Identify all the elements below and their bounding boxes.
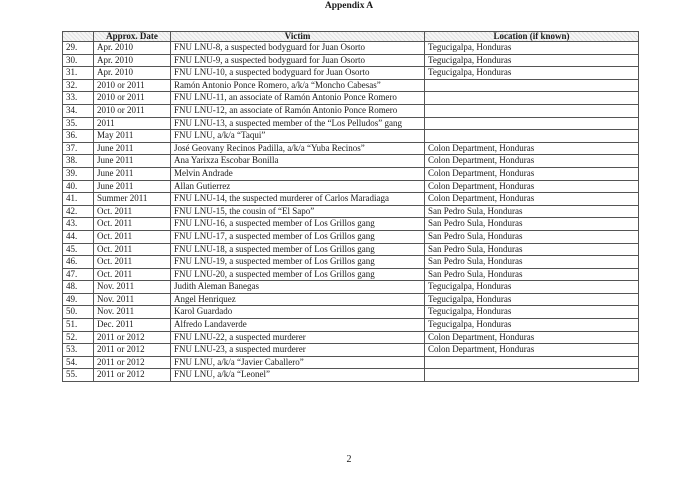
cell-number: 41.	[63, 193, 94, 206]
cell-location: Colon Department, Honduras	[425, 180, 639, 193]
table-row	[63, 243, 639, 256]
cell-date: Oct. 2011	[94, 268, 171, 281]
cell-date: Oct. 2011	[94, 256, 171, 269]
cell-victim: FNU LNU-19, a suspected member of Los Grillos gang	[171, 256, 425, 269]
header-approx-date: Approx. Date	[94, 32, 171, 42]
cell-date: Oct. 2011	[94, 205, 171, 218]
cell-date: 2010 or 2011	[94, 104, 171, 117]
cell-victim: FNU LNU-22, a suspected murderer	[171, 331, 425, 344]
cell-date: 2011	[94, 117, 171, 130]
cell-victim: Ana Yarixza Escobar Bonilla	[171, 155, 425, 168]
cell-date: Oct. 2011	[94, 243, 171, 256]
cell-location: Colon Department, Honduras	[425, 331, 639, 344]
cell-date: Oct. 2011	[94, 230, 171, 243]
cell-location: San Pedro Sula, Honduras	[425, 268, 639, 281]
cell-location: San Pedro Sula, Honduras	[425, 256, 639, 269]
cell-victim: Allan Gutierrez	[171, 180, 425, 193]
cell-victim: Judith Aleman Banegas	[171, 281, 425, 294]
cell-victim: FNU LNU, a/k/a “Taqui”	[171, 130, 425, 143]
cell-number: 44.	[63, 230, 94, 243]
cell-victim: FNU LNU-10, a suspected bodyguard for Juan Osorto	[171, 67, 425, 80]
table-row	[63, 193, 639, 206]
page-number: 2	[346, 454, 352, 465]
cell-number: 52.	[63, 331, 94, 344]
cell-number: 42.	[63, 205, 94, 218]
header-location: Location (if known)	[425, 32, 639, 42]
header-victim: Victim	[171, 32, 425, 42]
table-row	[63, 230, 639, 243]
cell-date: 2011 or 2012	[94, 356, 171, 369]
page-title: Appendix A	[324, 1, 374, 11]
cell-number: 54.	[63, 356, 94, 369]
cell-date: 2010 or 2011	[94, 92, 171, 105]
table-row	[63, 104, 639, 117]
cell-number: 33.	[63, 92, 94, 105]
cell-location: Tegucigalpa, Honduras	[425, 67, 639, 80]
cell-date: June 2011	[94, 167, 171, 180]
table-row	[63, 369, 639, 382]
cell-victim: FNU LNU-11, an associate of Ramón Antonio Ponce Romero	[171, 92, 425, 105]
table-row	[63, 331, 639, 344]
cell-number: 30.	[63, 54, 94, 67]
cell-date: 2011 or 2012	[94, 331, 171, 344]
cell-number: 31.	[63, 67, 94, 80]
table-row	[63, 42, 639, 55]
cell-victim: FNU LNU-16, a suspected member of Los Grillos gang	[171, 218, 425, 231]
cell-number: 55.	[63, 369, 94, 382]
cell-location	[425, 369, 639, 382]
table-row	[63, 319, 639, 332]
table-row	[63, 54, 639, 67]
cell-victim: FNU LNU-14, the suspected murderer of Carlos Maradiaga	[171, 193, 425, 206]
cell-location: San Pedro Sula, Honduras	[425, 230, 639, 243]
cell-victim: FNU LNU-20, a suspected member of Los Grillos gang	[171, 268, 425, 281]
cell-date: 2011 or 2012	[94, 344, 171, 357]
cell-location	[425, 79, 639, 92]
table-row	[63, 281, 639, 294]
cell-location: Tegucigalpa, Honduras	[425, 293, 639, 306]
table-row	[63, 79, 639, 92]
cell-location: Colon Department, Honduras	[425, 344, 639, 357]
table-body	[63, 42, 639, 382]
cell-location: Tegucigalpa, Honduras	[425, 42, 639, 55]
table-row	[63, 167, 639, 180]
cell-date: 2011 or 2012	[94, 369, 171, 382]
cell-number: 38.	[63, 155, 94, 168]
table-row	[63, 306, 639, 319]
cell-number: 36.	[63, 130, 94, 143]
cell-date: Oct. 2011	[94, 218, 171, 231]
cell-number: 47.	[63, 268, 94, 281]
cell-number: 53.	[63, 344, 94, 357]
table-row	[63, 218, 639, 231]
table-row	[63, 293, 639, 306]
cell-victim: Karol Guardado	[171, 306, 425, 319]
cell-victim: Alfredo Landaverde	[171, 319, 425, 332]
cell-location: Colon Department, Honduras	[425, 142, 639, 155]
cell-victim: FNU LNU-12, an associate of Ramón Antonio Ponce Romero	[171, 104, 425, 117]
table-row	[63, 180, 639, 193]
table-header-row	[63, 32, 639, 42]
cell-location	[425, 92, 639, 105]
table-row	[63, 268, 639, 281]
victims-table	[62, 31, 639, 382]
cell-date: June 2011	[94, 155, 171, 168]
cell-location	[425, 356, 639, 369]
cell-location: Colon Department, Honduras	[425, 155, 639, 168]
cell-number: 51.	[63, 319, 94, 332]
table-row	[63, 356, 639, 369]
cell-number: 29.	[63, 42, 94, 55]
cell-location: San Pedro Sula, Honduras	[425, 243, 639, 256]
table-row	[63, 130, 639, 143]
cell-location	[425, 104, 639, 117]
table-row	[63, 67, 639, 80]
cell-date: Summer 2011	[94, 193, 171, 206]
cell-victim: FNU LNU-18, a suspected member of Los Grillos gang	[171, 243, 425, 256]
cell-date: Nov. 2011	[94, 293, 171, 306]
cell-number: 35.	[63, 117, 94, 130]
cell-number: 40.	[63, 180, 94, 193]
cell-location: Tegucigalpa, Honduras	[425, 281, 639, 294]
cell-location: Tegucigalpa, Honduras	[425, 54, 639, 67]
cell-date: June 2011	[94, 180, 171, 193]
cell-number: 46.	[63, 256, 94, 269]
cell-location: Tegucigalpa, Honduras	[425, 319, 639, 332]
table-row	[63, 117, 639, 130]
cell-location: San Pedro Sula, Honduras	[425, 205, 639, 218]
table-row	[63, 205, 639, 218]
table-row	[63, 344, 639, 357]
cell-location: Colon Department, Honduras	[425, 167, 639, 180]
cell-number: 39.	[63, 167, 94, 180]
cell-number: 49.	[63, 293, 94, 306]
cell-victim: FNU LNU-23, a suspected murderer	[171, 344, 425, 357]
cell-location	[425, 130, 639, 143]
cell-date: 2010 or 2011	[94, 79, 171, 92]
cell-number: 50.	[63, 306, 94, 319]
cell-date: Nov. 2011	[94, 306, 171, 319]
cell-victim: José Geovany Recinos Padilla, a/k/a “Yuba Recinos”	[171, 142, 425, 155]
cell-number: 37.	[63, 142, 94, 155]
cell-victim: Ramón Antonio Ponce Romero, a/k/a “Moncho Cabesas”	[171, 79, 425, 92]
cell-date: Apr. 2010	[94, 54, 171, 67]
table-row	[63, 92, 639, 105]
cell-date: June 2011	[94, 142, 171, 155]
cell-victim: Angel Henriquez	[171, 293, 425, 306]
cell-victim: FNU LNU-13, a suspected member of the “Los Pelludos” gang	[171, 117, 425, 130]
table-row	[63, 142, 639, 155]
cell-victim: FNU LNU-17, a suspected member of Los Grillos gang	[171, 230, 425, 243]
cell-victim: FNU LNU, a/k/a “Leonel”	[171, 369, 425, 382]
cell-number: 48.	[63, 281, 94, 294]
cell-number: 32.	[63, 79, 94, 92]
cell-number: 34.	[63, 104, 94, 117]
cell-victim: FNU LNU-15, the cousin of “El Sapo”	[171, 205, 425, 218]
cell-location: Tegucigalpa, Honduras	[425, 306, 639, 319]
table-row	[63, 256, 639, 269]
cell-date: Dec. 2011	[94, 319, 171, 332]
cell-date: May 2011	[94, 130, 171, 143]
cell-victim: Melvin Andrade	[171, 167, 425, 180]
cell-location: San Pedro Sula, Honduras	[425, 218, 639, 231]
cell-victim: FNU LNU-8, a suspected bodyguard for Juan Osorto	[171, 42, 425, 55]
header-number	[63, 32, 94, 42]
cell-location	[425, 117, 639, 130]
table-row	[63, 155, 639, 168]
cell-victim: FNU LNU, a/k/a “Javier Caballero”	[171, 356, 425, 369]
cell-victim: FNU LNU-9, a suspected bodyguard for Juan Osorto	[171, 54, 425, 67]
cell-date: Apr. 2010	[94, 42, 171, 55]
cell-number: 43.	[63, 218, 94, 231]
cell-date: Nov. 2011	[94, 281, 171, 294]
cell-date: Apr. 2010	[94, 67, 171, 80]
cell-location: Colon Department, Honduras	[425, 193, 639, 206]
cell-number: 45.	[63, 243, 94, 256]
